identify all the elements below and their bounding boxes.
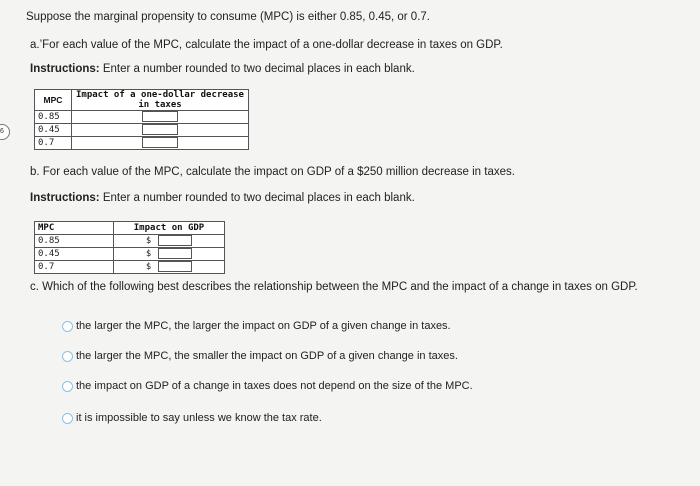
option-3-label[interactable]: the impact on GDP of a change in taxes does not depend on the size of the MPC.	[76, 380, 473, 392]
part-b-table	[34, 221, 225, 274]
part-b-mpc-cell: 0.85	[35, 235, 114, 248]
part-b-text: b. For each value of the MPC, calculate the impact on GDP of a $250 million decrease in taxes.	[30, 166, 515, 178]
question-prompt: Suppose the marginal propensity to consume (MPC) is either 0.85, 0.45, or 0.7.	[26, 11, 430, 23]
radio-option-3[interactable]	[62, 381, 73, 392]
table-row	[35, 111, 249, 124]
table-row	[35, 137, 249, 150]
part-b-answer-input-1[interactable]	[158, 235, 192, 246]
radio-option-2[interactable]	[62, 351, 73, 362]
radio-option-4[interactable]	[62, 413, 73, 424]
part-b-answer-input-3[interactable]	[158, 261, 192, 272]
part-b-mpc-cell: 0.45	[35, 248, 114, 261]
part-a-answer-input-1[interactable]	[142, 111, 178, 122]
part-b-answer-input-2[interactable]	[158, 248, 192, 259]
part-b-col-mpc: MPC	[35, 222, 114, 235]
part-a-mpc-cell: 0.45	[35, 124, 72, 137]
table-row	[35, 124, 249, 137]
dollar-sign: $	[146, 262, 152, 272]
option-1-label[interactable]: the larger the MPC, the larger the impact on GDP of a given change in taxes.	[76, 320, 451, 332]
part-a-mpc-cell: 0.7	[35, 137, 72, 150]
part-b-mpc-cell: 0.7	[35, 261, 114, 274]
part-a-col-mpc: MPC	[35, 90, 72, 111]
part-a-col-impact-line2: in taxes	[138, 100, 182, 110]
dollar-sign: $	[146, 236, 152, 246]
part-b-instructions-label: Instructions:	[30, 192, 100, 204]
table-row	[35, 248, 225, 261]
part-a-col-impact-line1: Impact of a one-dollar decrease	[76, 90, 244, 100]
part-a-answer-input-3[interactable]	[142, 137, 178, 148]
part-a-instructions	[30, 63, 415, 75]
option-4-label[interactable]: it is impossible to say unless we know the tax rate.	[76, 412, 322, 424]
table-row	[35, 261, 225, 274]
part-b-instructions-text: Enter a number rounded to two decimal places in each blank.	[99, 192, 415, 204]
part-a-text: a.’For each value of the MPC, calculate the impact of a one-dollar decrease in taxes on GDP.	[30, 39, 503, 51]
part-a-col-impact	[72, 90, 249, 111]
option-2-label[interactable]: the larger the MPC, the smaller the impact on GDP of a given change in taxes.	[76, 350, 458, 362]
part-b-instructions	[30, 192, 415, 204]
radio-option-1[interactable]	[62, 321, 73, 332]
part-a-instructions-text: Enter a number rounded to two decimal places in each blank.	[99, 63, 415, 75]
part-a-table	[34, 89, 249, 150]
table-row	[35, 235, 225, 248]
part-a-answer-input-2[interactable]	[142, 124, 178, 135]
part-a-mpc-cell: 0.85	[35, 111, 72, 124]
dollar-sign: $	[146, 249, 152, 259]
part-c-text: c. Which of the following best describes the relationship between the MPC and the impact of a change in taxes on GDP.	[30, 281, 638, 293]
part-b-col-impact: Impact on GDP	[114, 222, 225, 235]
part-a-instructions-label: Instructions:	[30, 63, 100, 75]
question-number-badge: 6	[0, 124, 10, 140]
